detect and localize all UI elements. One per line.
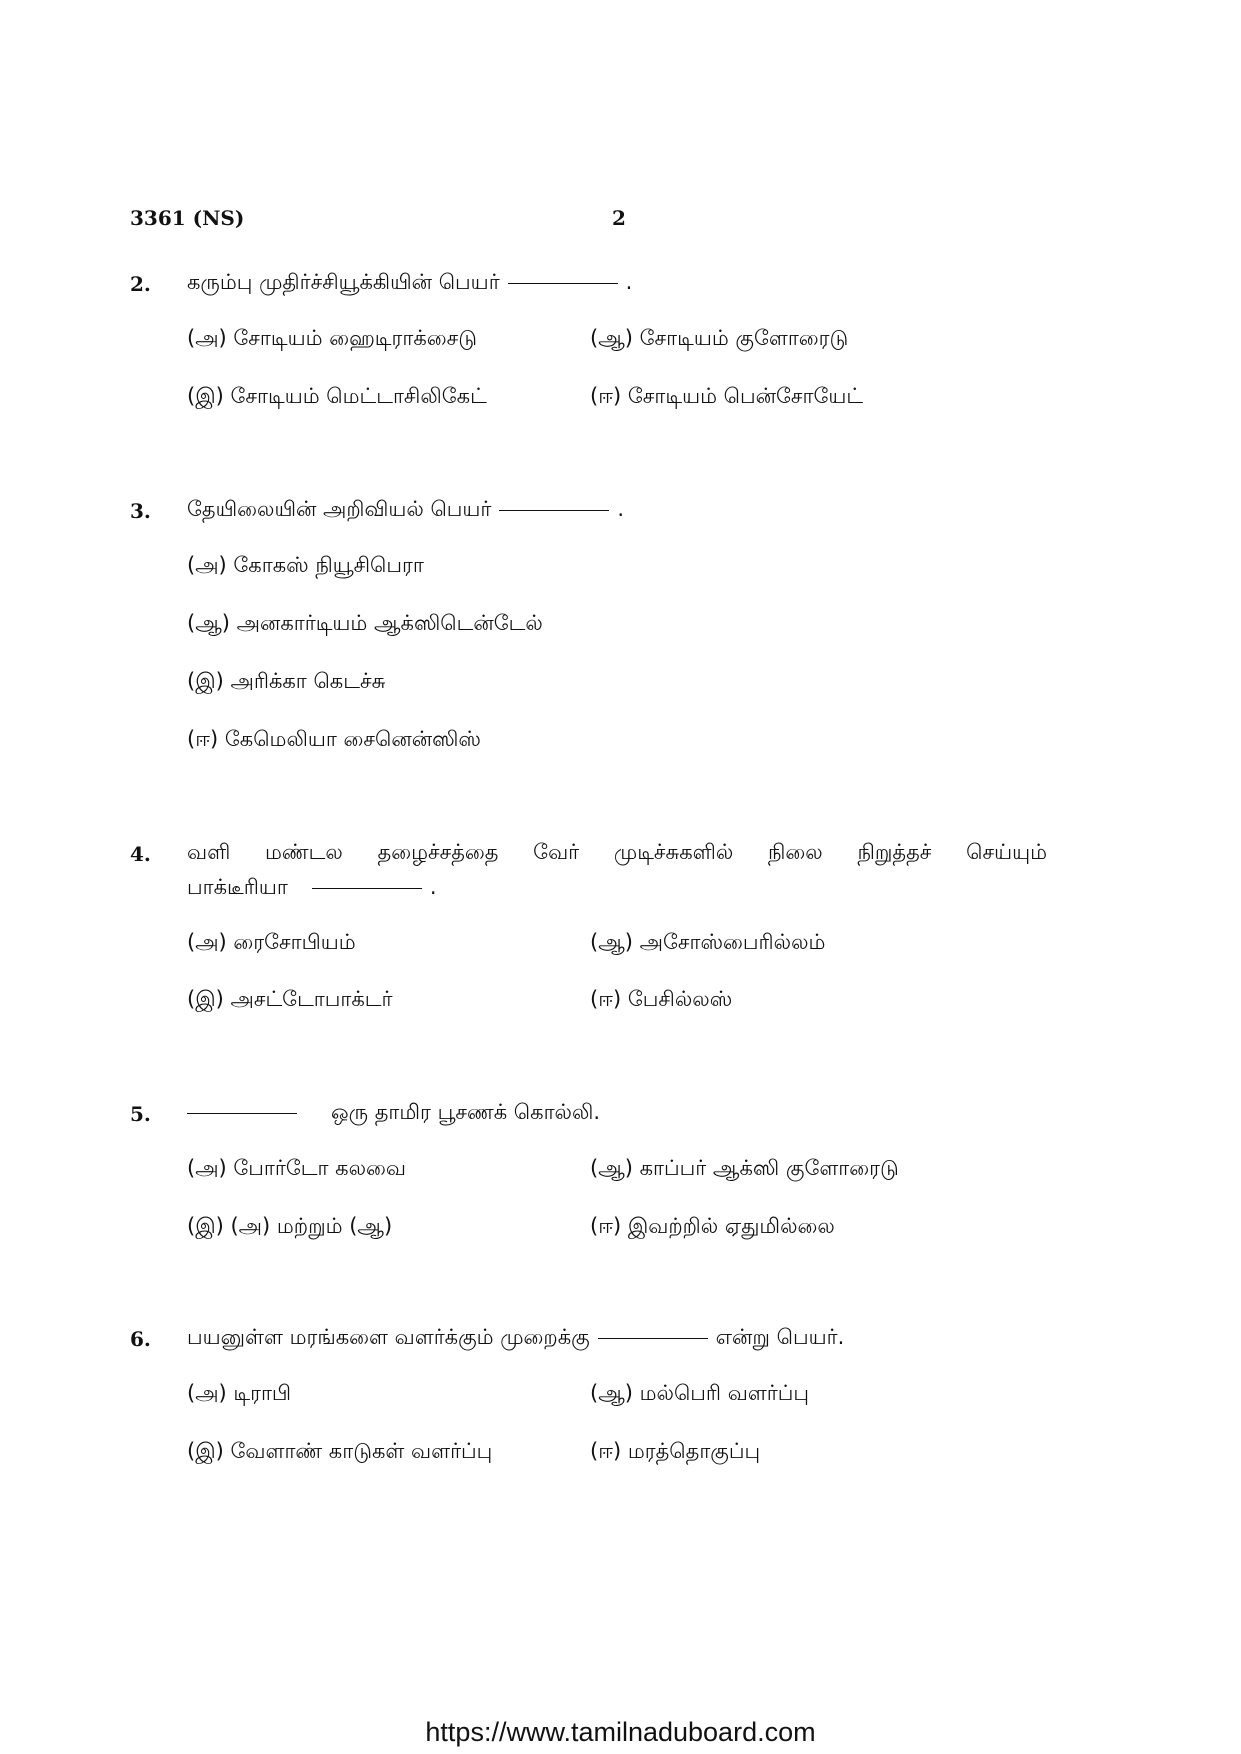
question-number: 3. bbox=[130, 499, 151, 523]
answer-blank bbox=[187, 1112, 297, 1114]
page-number: 2 bbox=[612, 206, 626, 230]
answer-blank bbox=[508, 282, 618, 284]
paper-code: 3361 (NS) bbox=[130, 206, 245, 230]
question-text: ஒரு தாமிர பூசணக் கொல்லி. bbox=[187, 1100, 600, 1127]
option: (அ) கோகஸ் நியூசிபெரா bbox=[187, 553, 424, 577]
question-number: 6. bbox=[130, 1327, 151, 1351]
option: (இ) அரிக்கா கெடச்சு bbox=[187, 669, 386, 693]
option: (இ) (அ) மற்றும் (ஆ) bbox=[187, 1214, 393, 1238]
option: (ஈ) கேமெலியா சைனென்ஸிஸ் bbox=[187, 727, 481, 751]
question-text-line1: வளி மண்டல தழைச்சத்தை வேர் முடிச்சுகளில் நிலை நிறுத்தச் செய்யும் bbox=[187, 840, 1047, 864]
option: (ஈ) சோடியம் பென்சோயேட் bbox=[590, 384, 864, 408]
option: (அ) போர்டோ கலவை bbox=[187, 1156, 406, 1180]
question-text-line2: பாக்டீரியா . bbox=[187, 875, 437, 899]
answer-blank bbox=[312, 887, 422, 889]
option: (இ) சோடியம் மெட்டாசிலிகேட் bbox=[187, 384, 487, 408]
option: (ஆ) காப்பர் ஆக்ஸி குளோரைடு bbox=[590, 1156, 899, 1180]
footer-url[interactable]: https://www.tamilnaduboard.com bbox=[425, 1717, 816, 1747]
answer-blank bbox=[499, 509, 609, 511]
option: (ஈ) இவற்றில் ஏதுமில்லை bbox=[590, 1214, 835, 1238]
option: (ஆ) அனகார்டியம் ஆக்ஸிடென்டேல் bbox=[187, 611, 543, 635]
option: (அ) சோடியம் ஹைடிராக்சைடு bbox=[187, 326, 478, 350]
question-text: தேயிலையின் அறிவியல் பெயர் . bbox=[187, 497, 625, 521]
option: (ஆ) அசோஸ்பைரில்லம் bbox=[590, 930, 826, 954]
option: (ஈ) மரத்தொகுப்பு bbox=[590, 1439, 761, 1463]
question-number: 2. bbox=[130, 272, 151, 296]
question-text: கரும்பு முதிர்ச்சியூக்கியின் பெயர் . bbox=[187, 270, 633, 294]
option: (ஆ) மல்பெரி வளர்ப்பு bbox=[590, 1381, 809, 1405]
question-text: பயனுள்ள மரங்களை வளர்க்கும் முறைக்கு என்று பெயர். bbox=[187, 1325, 845, 1349]
question-number: 5. bbox=[130, 1102, 151, 1126]
question-number: 4. bbox=[130, 842, 151, 866]
option: (ஆ) சோடியம் குளோரைடு bbox=[590, 326, 849, 350]
option: (ஈ) பேசில்லஸ் bbox=[590, 987, 733, 1011]
option: (இ) அசட்டோபாக்டர் bbox=[187, 987, 393, 1011]
answer-blank bbox=[598, 1337, 708, 1339]
option: (அ) ரைசோபியம் bbox=[187, 930, 356, 954]
option: (இ) வேளாண் காடுகள் வளர்ப்பு bbox=[187, 1439, 493, 1463]
option: (அ) டிராபி bbox=[187, 1381, 292, 1405]
